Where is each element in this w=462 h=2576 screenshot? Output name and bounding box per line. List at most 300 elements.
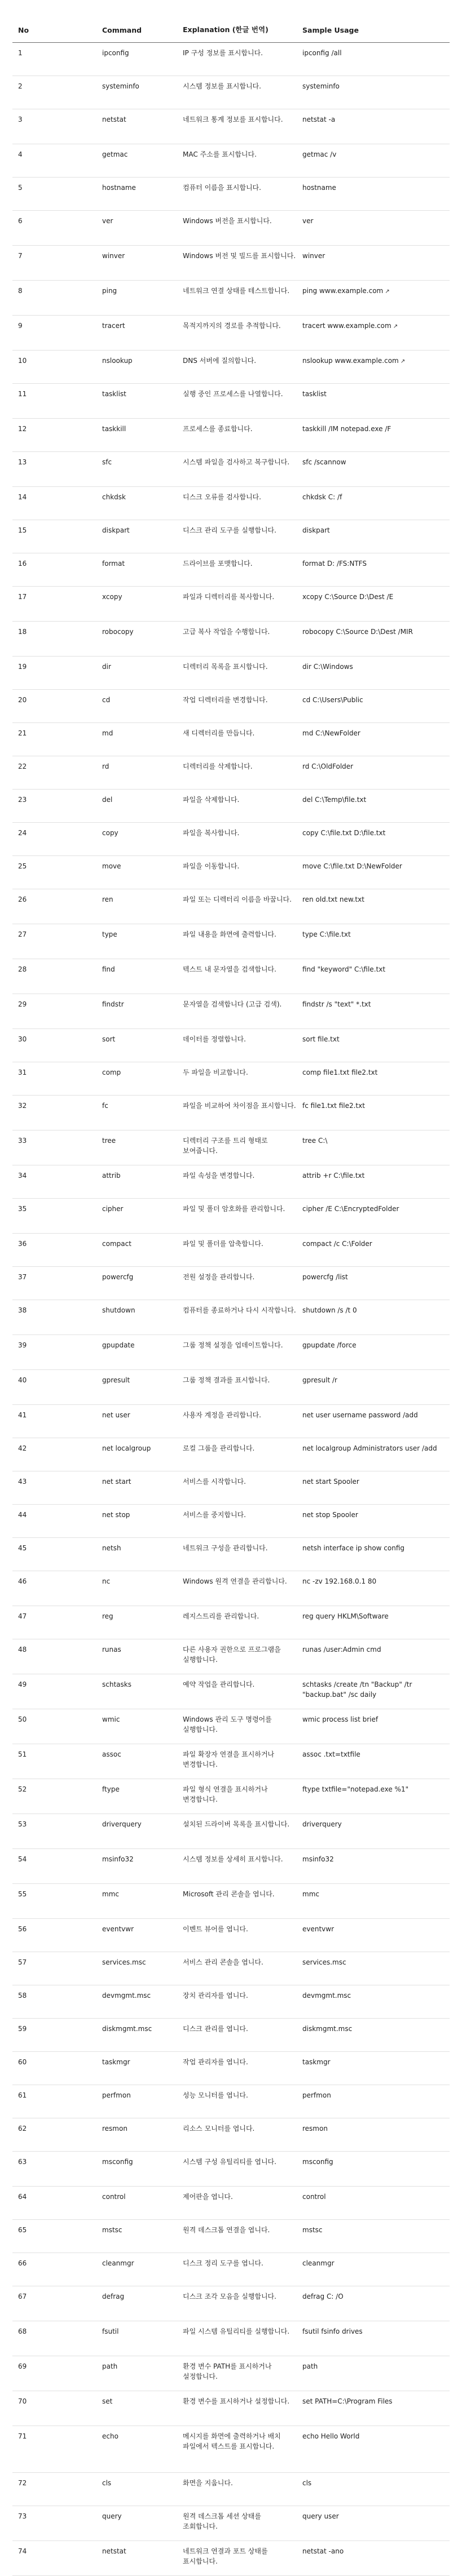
row-command — [96, 1884, 177, 1919]
row-command-text: tasklist — [102, 390, 126, 398]
row-command-text: devmgmt.msc — [102, 1992, 151, 1999]
row-number — [12, 553, 96, 587]
row-explanation-text: 파일 또는 디렉터리 이름을 바꿉니다. — [183, 895, 292, 903]
table-row — [12, 2019, 450, 2052]
row-explanation-text: 시스템 파일을 검사하고 복구합니다. — [183, 458, 290, 466]
row-command-text: nslookup — [102, 357, 133, 365]
row-command — [96, 384, 177, 419]
row-explanation — [177, 1438, 297, 1471]
row-sample-usage — [297, 1571, 450, 1606]
row-command — [96, 487, 177, 520]
row-sample-usage — [297, 1919, 450, 1952]
row-explanation — [177, 2220, 297, 2253]
table-row — [12, 384, 450, 419]
row-number-text: 35 — [18, 1205, 27, 1213]
row-command — [96, 959, 177, 994]
table-row — [12, 1096, 450, 1130]
row-command-text: dir — [102, 663, 111, 671]
row-explanation — [177, 419, 297, 452]
row-command-text: getmac — [102, 150, 128, 158]
row-command-text: taskmgr — [102, 2058, 130, 2066]
row-command — [96, 281, 177, 316]
row-explanation-text: 작업 디렉터리를 변경합니다. — [183, 696, 268, 704]
row-command — [96, 2391, 177, 2426]
row-sample-usage — [297, 1165, 450, 1199]
row-command — [96, 1674, 177, 1709]
row-number — [12, 2541, 96, 2576]
row-number — [12, 452, 96, 487]
row-number-text: 59 — [18, 2025, 27, 2033]
row-explanation — [177, 1744, 297, 1779]
table-row — [12, 1985, 450, 2019]
row-number-text: 71 — [18, 2432, 27, 2440]
row-sample-usage-text: taskmgr — [302, 2058, 331, 2066]
row-number — [12, 2019, 96, 2052]
row-sample-usage — [297, 1199, 450, 1234]
row-sample-usage-text: net start Spooler — [302, 1478, 359, 1486]
row-command — [96, 1471, 177, 1505]
table-row — [12, 1538, 450, 1571]
row-explanation — [177, 2019, 297, 2052]
row-explanation — [177, 43, 297, 76]
row-number-text: 26 — [18, 895, 27, 903]
row-sample-usage — [297, 1884, 450, 1919]
row-number-text: 64 — [18, 2193, 27, 2201]
row-sample-usage — [297, 1849, 450, 1884]
row-number-text: 60 — [18, 2058, 27, 2066]
row-number-text: 7 — [18, 252, 23, 260]
row-explanation — [177, 2118, 297, 2152]
row-number — [12, 2187, 96, 2220]
table-row — [12, 1674, 450, 1709]
row-sample-usage — [297, 1709, 450, 1744]
row-sample-usage — [297, 553, 450, 587]
row-number-text: 72 — [18, 2479, 27, 2487]
row-explanation-text: 문자열을 검색합니다 (고급 검색). — [183, 1000, 282, 1008]
row-number-text: 24 — [18, 829, 27, 837]
row-explanation — [177, 1199, 297, 1234]
row-sample-usage — [297, 1814, 450, 1849]
row-sample-usage — [297, 144, 450, 178]
row-command — [96, 1335, 177, 1370]
row-number — [12, 2426, 96, 2473]
row-number — [12, 1029, 96, 1062]
row-command-text: eventvwr — [102, 1925, 134, 1933]
table-row — [12, 2152, 450, 2187]
row-command-text: robocopy — [102, 628, 134, 636]
row-number-text: 16 — [18, 560, 27, 567]
row-number-text: 29 — [18, 1000, 27, 1008]
table-row — [12, 587, 450, 622]
row-explanation — [177, 2321, 297, 2356]
row-sample-usage — [297, 587, 450, 622]
row-explanation — [177, 1709, 297, 1744]
row-sample-usage-text[interactable]: tracert www.example.com — [302, 322, 391, 330]
row-number-text: 22 — [18, 762, 27, 770]
table-row — [12, 1029, 450, 1062]
row-number — [12, 657, 96, 690]
row-number-text: 1 — [18, 49, 23, 57]
row-number-text: 23 — [18, 796, 27, 804]
row-sample-usage — [297, 1234, 450, 1267]
row-number-text: 74 — [18, 2547, 27, 2555]
row-command — [96, 1438, 177, 1471]
row-sample-usage-text: netstat -a — [302, 116, 336, 123]
table-row — [12, 2321, 450, 2356]
row-explanation — [177, 1370, 297, 1405]
table-row — [12, 1884, 450, 1919]
row-command — [96, 622, 177, 657]
row-explanation — [177, 2052, 297, 2085]
row-sample-usage — [297, 2052, 450, 2085]
row-explanation — [177, 1505, 297, 1538]
row-explanation — [177, 1606, 297, 1639]
row-command-text: msconfig — [102, 2158, 133, 2166]
table-row — [12, 1814, 450, 1849]
row-sample-usage-text: attrib +r C:\file.txt — [302, 1172, 365, 1180]
row-sample-usage — [297, 1505, 450, 1538]
row-number — [12, 1814, 96, 1849]
row-sample-usage-text: path — [302, 2362, 318, 2370]
row-explanation-text: 서비스를 중지합니다. — [183, 1511, 246, 1519]
row-command — [96, 1952, 177, 1985]
table-row — [12, 2391, 450, 2426]
row-sample-usage-text: net stop Spooler — [302, 1511, 358, 1519]
row-sample-usage-text: resmon — [302, 2125, 328, 2132]
row-explanation — [177, 1919, 297, 1952]
row-sample-usage — [297, 1674, 450, 1709]
row-explanation — [177, 924, 297, 959]
row-explanation — [177, 109, 297, 144]
row-number-text: 38 — [18, 1306, 27, 1314]
row-number — [12, 1405, 96, 1438]
table-row — [12, 2253, 450, 2286]
row-sample-usage-text: services.msc — [302, 1958, 346, 1966]
row-sample-usage-text: nc -zv 192.168.0.1 80 — [302, 1577, 377, 1585]
row-explanation-text: Windows 관리 도구 명령어를 실행합니다. — [183, 1715, 272, 1733]
row-number — [12, 2356, 96, 2391]
row-explanation-text: Windows 원격 연결을 관리합니다. — [183, 1577, 287, 1585]
row-command-text: hostname — [102, 184, 136, 192]
row-number-text: 13 — [18, 458, 27, 466]
row-explanation — [177, 723, 297, 756]
row-number — [12, 1779, 96, 1814]
row-explanation-text: 실행 중인 프로세스를 나열합니다. — [183, 390, 283, 398]
row-sample-usage — [297, 2356, 450, 2391]
row-number-text: 11 — [18, 390, 27, 398]
row-command — [96, 1165, 177, 1199]
row-explanation — [177, 1814, 297, 1849]
row-command-text: comp — [102, 1068, 121, 1076]
row-number — [12, 1709, 96, 1744]
row-number-text: 54 — [18, 1855, 27, 1863]
row-command — [96, 1505, 177, 1538]
table-row — [12, 1300, 450, 1335]
row-command — [96, 723, 177, 756]
row-number — [12, 2220, 96, 2253]
table-row — [12, 1744, 450, 1779]
table-row — [12, 1639, 450, 1674]
page-content — [0, 24, 462, 2576]
row-command-text: taskkill — [102, 425, 126, 433]
table-row — [12, 43, 450, 76]
row-explanation-text: 네트워크 통계 정보를 표시합니다. — [183, 116, 283, 123]
row-number — [12, 856, 96, 889]
row-number — [12, 1300, 96, 1335]
row-command-text: move — [102, 862, 121, 870]
row-command-text: tree — [102, 1137, 116, 1145]
row-explanation-text: 로컬 그룹을 관리합니다. — [183, 1444, 255, 1452]
row-command — [96, 1234, 177, 1267]
row-command — [96, 790, 177, 823]
row-explanation-text: 디렉터리 구조를 트리 형태로 보여줍니다. — [183, 1137, 268, 1155]
row-sample-usage — [297, 384, 450, 419]
row-command — [96, 1096, 177, 1130]
row-sample-usage-text: mmc — [302, 1890, 319, 1898]
row-sample-usage — [297, 1335, 450, 1370]
row-command — [96, 889, 177, 924]
external-link-icon[interactable]: ↗ — [383, 289, 390, 295]
row-command-text: netstat — [102, 2547, 126, 2555]
row-number-text: 46 — [18, 1577, 27, 1585]
row-number-text: 18 — [18, 628, 27, 636]
row-sample-usage-text: fc file1.txt file2.txt — [302, 1102, 365, 1110]
row-sample-usage-text: cipher /E C:\EncryptedFolder — [302, 1205, 399, 1213]
row-sample-usage-text: ipconfig /all — [302, 49, 342, 57]
row-command — [96, 1919, 177, 1952]
row-command-text: sort — [102, 1035, 116, 1043]
row-command — [96, 43, 177, 76]
row-command — [96, 419, 177, 452]
row-explanation-text: 리소스 모니터를 엽니다. — [183, 2125, 255, 2132]
row-explanation-text: 다른 사용자 권한으로 프로그램을 실행합니다. — [183, 1646, 281, 1664]
row-explanation-text: 파일 형식 연결을 표시하거나 변경합니다. — [183, 1785, 268, 1803]
row-sample-usage-text: find "keyword" C:\file.txt — [302, 965, 386, 973]
row-sample-usage — [297, 2118, 450, 2152]
table-row — [12, 351, 450, 384]
row-sample-usage — [297, 2506, 450, 2541]
row-number-text: 33 — [18, 1137, 27, 1145]
row-sample-usage-text[interactable]: nslookup www.example.com — [302, 357, 399, 365]
row-explanation — [177, 1130, 297, 1165]
row-sample-usage-text: assoc .txt=txtfile — [302, 1750, 360, 1758]
row-explanation-text: Windows 버전을 표시합니다. — [183, 217, 272, 225]
row-command-text: winver — [102, 252, 125, 260]
row-number-text: 34 — [18, 1172, 27, 1180]
table-row — [12, 1165, 450, 1199]
row-number — [12, 1674, 96, 1709]
row-explanation — [177, 384, 297, 419]
header-explanation: Explanation (한글 번역) — [177, 24, 297, 43]
row-explanation-text: 파일 확장자 연결을 표시하거나 변경합니다. — [183, 1750, 275, 1768]
row-explanation — [177, 1674, 297, 1709]
row-sample-usage — [297, 2187, 450, 2220]
row-sample-usage — [297, 246, 450, 281]
row-explanation — [177, 1234, 297, 1267]
row-number — [12, 756, 96, 790]
row-command-text: cls — [102, 2479, 112, 2487]
row-explanation — [177, 790, 297, 823]
row-explanation — [177, 2286, 297, 2321]
row-number-text: 68 — [18, 2327, 27, 2335]
row-number — [12, 2473, 96, 2506]
table-row — [12, 1062, 450, 1096]
table-row — [12, 1405, 450, 1438]
row-sample-usage-text: query user — [302, 2512, 339, 2520]
row-command — [96, 553, 177, 587]
row-number — [12, 994, 96, 1029]
row-command-text: echo — [102, 2432, 118, 2440]
row-sample-usage — [297, 1952, 450, 1985]
row-command-text: gpresult — [102, 1376, 130, 1384]
row-command — [96, 2356, 177, 2391]
row-command — [96, 1779, 177, 1814]
row-number — [12, 2118, 96, 2152]
row-sample-usage — [297, 2473, 450, 2506]
row-command-text: assoc — [102, 1750, 121, 1758]
row-command — [96, 1571, 177, 1606]
table-row — [12, 790, 450, 823]
row-number — [12, 1744, 96, 1779]
row-explanation-text: 목적지까지의 경로를 추적합니다. — [183, 322, 281, 330]
row-command-text: mmc — [102, 1890, 119, 1898]
row-number — [12, 2052, 96, 2085]
table-row — [12, 622, 450, 657]
table-row — [12, 994, 450, 1029]
row-explanation — [177, 1029, 297, 1062]
row-command-text: runas — [102, 1646, 121, 1653]
row-number — [12, 924, 96, 959]
row-explanation-text: 네트워크 연결과 포트 상태를 표시합니다. — [183, 2547, 268, 2565]
row-command — [96, 2187, 177, 2220]
row-explanation-text: 디렉터리 목록을 표시합니다. — [183, 663, 268, 671]
table-row — [12, 889, 450, 924]
row-sample-usage — [297, 856, 450, 889]
row-command — [96, 657, 177, 690]
row-sample-usage-text: sort file.txt — [302, 1035, 340, 1043]
table-row — [12, 1709, 450, 1744]
row-explanation — [177, 316, 297, 351]
row-sample-usage-text: md C:\NewFolder — [302, 729, 360, 737]
row-number — [12, 43, 96, 76]
row-command — [96, 351, 177, 384]
row-explanation-text: 이벤트 뷰어를 엽니다. — [183, 1925, 248, 1933]
table-row — [12, 2118, 450, 2152]
row-explanation-text: 시스템 정보를 상세히 표시합니다. — [183, 1855, 283, 1863]
row-explanation — [177, 994, 297, 1029]
table-row — [12, 959, 450, 994]
row-sample-usage-text: mstsc — [302, 2226, 323, 2234]
row-command — [96, 1267, 177, 1300]
row-command — [96, 178, 177, 211]
row-sample-usage-text: set PATH=C:\Program Files — [302, 2397, 393, 2405]
row-number — [12, 281, 96, 316]
external-link-icon[interactable]: ↗ — [398, 358, 406, 365]
row-number-text: 58 — [18, 1992, 27, 1999]
row-number — [12, 1062, 96, 1096]
row-explanation — [177, 1405, 297, 1438]
row-sample-usage-text: chkdsk C: /f — [302, 493, 342, 501]
table-row — [12, 2187, 450, 2220]
header-no: No — [12, 24, 96, 43]
row-command-text: ver — [102, 217, 113, 225]
row-sample-usage-text: ren old.txt new.txt — [302, 895, 364, 903]
row-command-text: fsutil — [102, 2327, 119, 2335]
row-number-text: 2 — [18, 82, 23, 90]
row-sample-usage — [297, 823, 450, 856]
row-number — [12, 1130, 96, 1165]
row-number-text: 37 — [18, 1273, 27, 1281]
row-command-text: attrib — [102, 1172, 121, 1180]
row-command — [96, 1744, 177, 1779]
row-sample-usage — [297, 622, 450, 657]
row-explanation — [177, 1300, 297, 1335]
row-command-text: resmon — [102, 2125, 127, 2132]
row-explanation-text: 화면을 지웁니다. — [183, 2479, 233, 2487]
row-command-text: netstat — [102, 116, 126, 123]
row-command — [96, 2321, 177, 2356]
row-command-text: net stop — [102, 1511, 130, 1519]
row-sample-usage-text: ver — [302, 217, 314, 225]
table-row — [12, 520, 450, 553]
row-explanation-text: 컴퓨터를 종료하거나 다시 시작합니다. — [183, 1306, 296, 1314]
table-row — [12, 211, 450, 246]
row-sample-usage-text: cls — [302, 2479, 312, 2487]
row-sample-usage — [297, 1062, 450, 1096]
row-explanation — [177, 144, 297, 178]
row-explanation-text: 디스크 관리를 엽니다. — [183, 2025, 248, 2033]
command-table — [12, 24, 450, 2576]
row-command — [96, 246, 177, 281]
row-sample-usage-text: del C:\Temp\file.txt — [302, 796, 367, 804]
table-row — [12, 109, 450, 144]
row-number — [12, 1639, 96, 1674]
row-command — [96, 2286, 177, 2321]
row-sample-usage — [297, 76, 450, 109]
row-command-text: net user — [102, 1411, 130, 1419]
row-explanation-text: 컴퓨터 이름을 표시합니다. — [183, 184, 261, 192]
row-explanation — [177, 889, 297, 924]
row-command — [96, 1814, 177, 1849]
row-sample-usage — [297, 959, 450, 994]
row-explanation-text: 원격 데스크톱 세션 상태를 조회합니다. — [183, 2512, 261, 2530]
row-explanation-text: 파일을 이동합니다. — [183, 862, 240, 870]
row-command-text: net localgroup — [102, 1444, 151, 1452]
row-sample-usage-text: ftype txtfile="notepad.exe %1" — [302, 1785, 409, 1793]
external-link-icon[interactable]: ↗ — [391, 323, 398, 330]
row-explanation — [177, 351, 297, 384]
row-explanation-text: 두 파일을 비교합니다. — [183, 1068, 248, 1076]
row-explanation — [177, 2356, 297, 2391]
row-number — [12, 2321, 96, 2356]
row-command — [96, 2019, 177, 2052]
row-sample-usage-text[interactable]: ping www.example.com — [302, 287, 384, 295]
row-command — [96, 1029, 177, 1062]
row-sample-usage — [297, 2085, 450, 2118]
row-sample-usage — [297, 1639, 450, 1674]
row-number-text: 49 — [18, 1681, 27, 1688]
row-command-text: mstsc — [102, 2226, 122, 2234]
row-sample-usage-text: robocopy C:\Source D:\Dest /MIR — [302, 628, 413, 636]
row-number-text: 15 — [18, 526, 27, 534]
row-sample-usage — [297, 690, 450, 723]
row-sample-usage-text: runas /user:Admin cmd — [302, 1646, 381, 1653]
table-row — [12, 1471, 450, 1505]
row-sample-usage-text: shutdown /s /t 0 — [302, 1306, 357, 1314]
row-sample-usage-text: taskkill /IM notepad.exe /F — [302, 425, 391, 433]
row-explanation-text: 네트워크 구성을 관리합니다. — [183, 1544, 268, 1552]
table-row — [12, 419, 450, 452]
